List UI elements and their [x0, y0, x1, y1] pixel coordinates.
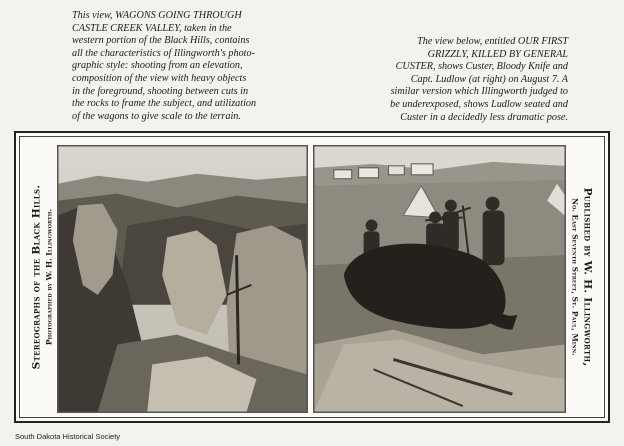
card-publisher-address: No. East Seventh Street, St. Paul, Minn. [570, 198, 580, 356]
caption-wagons-castle-creek: This view, WAGONS GOING THROUGH CASTLE CREEK VALLEY, taken in the western portion of the Black Hills, contains all the characteristics of Illingworth's photo- graphic style: shooting from an elevation, composition of the view with heavy objects in the foreground, shooting between cuts in the rocks to frame the subject, and utilization of the wagons to give scale to the terrain. [72, 10, 257, 122]
card-publisher: Published by W. H. Illingworth, [581, 187, 594, 367]
caption-first-grizzly: The view below, entitled OUR FIRST GRIZZLY, KILLED BY GENERAL CUSTER, shows Custer, Bloody Knife and Capt. Ludlow (at right) on August 7. A similar version which Illingworth judged to be underexposed, shows Ludlow seated and Custer in a decidedly less dramatic pose. [390, 36, 568, 123]
card-photographer: Photographed by W. H. Illingworth. [44, 208, 54, 346]
photo-first-grizzly [313, 145, 566, 413]
card-right-imprint [562, 133, 602, 421]
card-series-title: Stereographs of the Black Hills. [30, 184, 43, 370]
photo-castle-creek-valley [57, 145, 308, 413]
photo-credit: South Dakota Historical Society [15, 432, 121, 441]
card-left-imprint [22, 133, 62, 421]
